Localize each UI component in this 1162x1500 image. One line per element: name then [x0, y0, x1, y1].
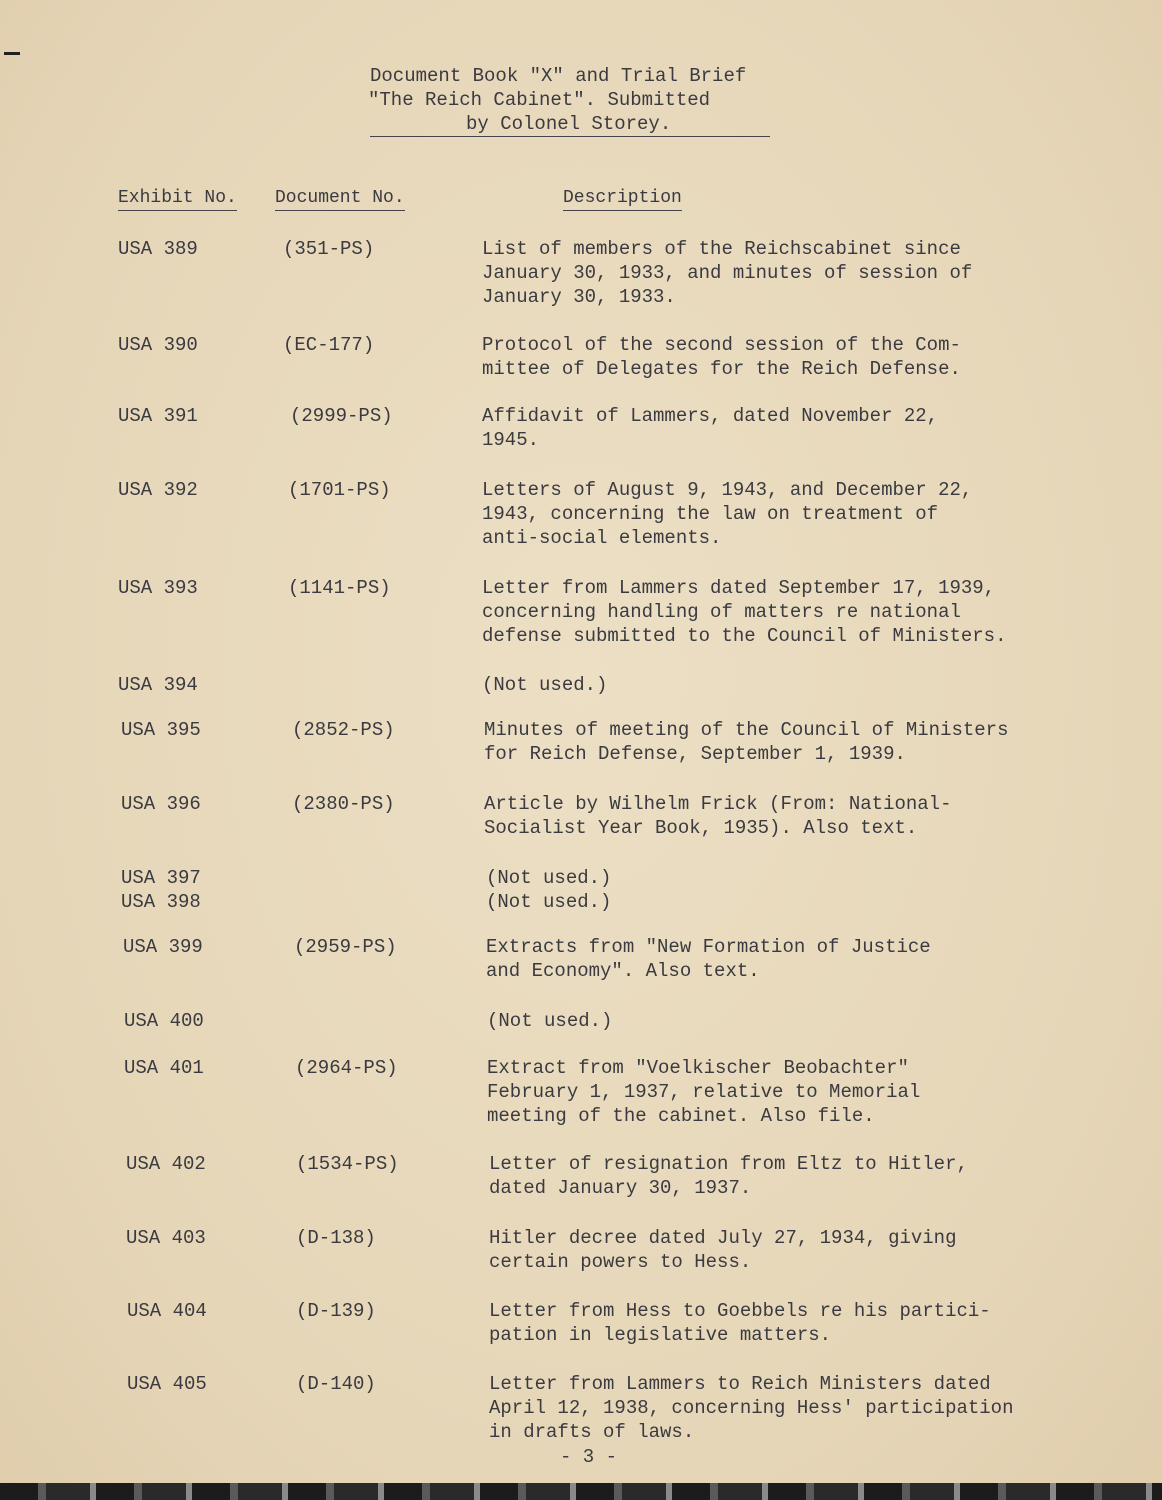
description: (Not used.) — [482, 674, 608, 696]
description: Letter from Lammers to Reich Ministers dated April 12, 1938, concerning Hess' participation in drafts of laws. — [489, 1373, 1014, 1443]
document-number: (2959-PS) — [294, 936, 397, 958]
description: (Not used.) — [486, 891, 612, 913]
exhibit-number: USA 400 — [124, 1010, 204, 1032]
description: (Not used.) — [486, 867, 612, 889]
column-header-description: Description — [563, 188, 682, 211]
exhibit-number: USA 399 — [123, 936, 203, 958]
document-number: (D-140) — [296, 1373, 376, 1395]
description: Minutes of meeting of the Council of Ministers for Reich Defense, September 1, 1939. — [484, 719, 1009, 765]
document-number: (2999-PS) — [290, 405, 393, 427]
exhibit-number: USA 402 — [126, 1153, 206, 1175]
description: Extracts from "New Formation of Justice and Economy". Also text. — [486, 936, 931, 982]
description: Affidavit of Lammers, dated November 22, 1945. — [482, 405, 939, 451]
header-line-3: by Colonel Storey. — [466, 113, 672, 135]
document-header — [368, 64, 788, 136]
exhibit-number: USA 398 — [121, 891, 201, 913]
scan-edge-strip — [0, 1483, 1162, 1500]
description: Letter of resignation from Eltz to Hitler, dated January 30, 1937. — [489, 1153, 968, 1199]
document-number: (D-138) — [296, 1227, 376, 1249]
header-line-1: Document Book "X" and Trial Brief — [370, 65, 747, 87]
exhibit-number: USA 395 — [121, 719, 201, 741]
document-number: (D-139) — [296, 1300, 376, 1322]
exhibit-number: USA 393 — [118, 577, 198, 599]
document-number: (EC-177) — [283, 334, 375, 356]
header-line-2: "The Reich Cabinet". Submitted — [368, 89, 711, 111]
exhibit-number: USA 392 — [118, 479, 198, 501]
description: Extract from "Voelkischer Beobachter" February 1, 1937, relative to Memorial meeting of the cabinet. Also file. — [487, 1057, 921, 1127]
description: Letter from Hess to Goebbels re his partici- pation in legislative matters. — [489, 1300, 991, 1346]
column-header-document: Document No. — [275, 188, 405, 211]
document-number: (1534-PS) — [296, 1153, 399, 1175]
exhibit-number: USA 390 — [118, 334, 198, 356]
description: List of members of the Reichscabinet since January 30, 1933, and minutes of session of January 30, 1933. — [482, 238, 973, 308]
document-number: (2964-PS) — [295, 1057, 398, 1079]
exhibit-number: USA 404 — [127, 1300, 207, 1322]
exhibit-number: USA 394 — [118, 674, 198, 696]
description: Protocol of the second session of the Com- mittee of Delegates for the Reich Defense. — [482, 334, 961, 380]
document-number: (1141-PS) — [288, 577, 391, 599]
exhibit-number: USA 389 — [118, 238, 198, 260]
document-number: (2852-PS) — [292, 719, 395, 741]
page-number: - 3 - — [560, 1446, 618, 1468]
scan-mark — [4, 52, 20, 55]
description: Letters of August 9, 1943, and December 22, 1943, concerning the law on treatment of anti-social elements. — [482, 479, 973, 549]
header-underline — [370, 136, 770, 137]
exhibit-number: USA 403 — [126, 1227, 206, 1249]
document-number: (351-PS) — [283, 238, 375, 260]
exhibit-number: USA 391 — [118, 405, 198, 427]
description: (Not used.) — [487, 1010, 613, 1032]
description: Hitler decree dated July 27, 1934, giving certain powers to Hess. — [489, 1227, 957, 1273]
description: Letter from Lammers dated September 17, 1939, concerning handling of matters re national defense submitted to the Council of Ministers. — [482, 577, 1007, 647]
column-header-exhibit: Exhibit No. — [118, 188, 237, 211]
exhibit-number: USA 397 — [121, 867, 201, 889]
exhibit-number: USA 405 — [127, 1373, 207, 1395]
document-number: (1701-PS) — [288, 479, 391, 501]
exhibit-number: USA 396 — [121, 793, 201, 815]
document-number: (2380-PS) — [292, 793, 395, 815]
description: Article by Wilhelm Frick (From: National- Socialist Year Book, 1935). Also text. — [484, 793, 952, 839]
exhibit-number: USA 401 — [124, 1057, 204, 1079]
